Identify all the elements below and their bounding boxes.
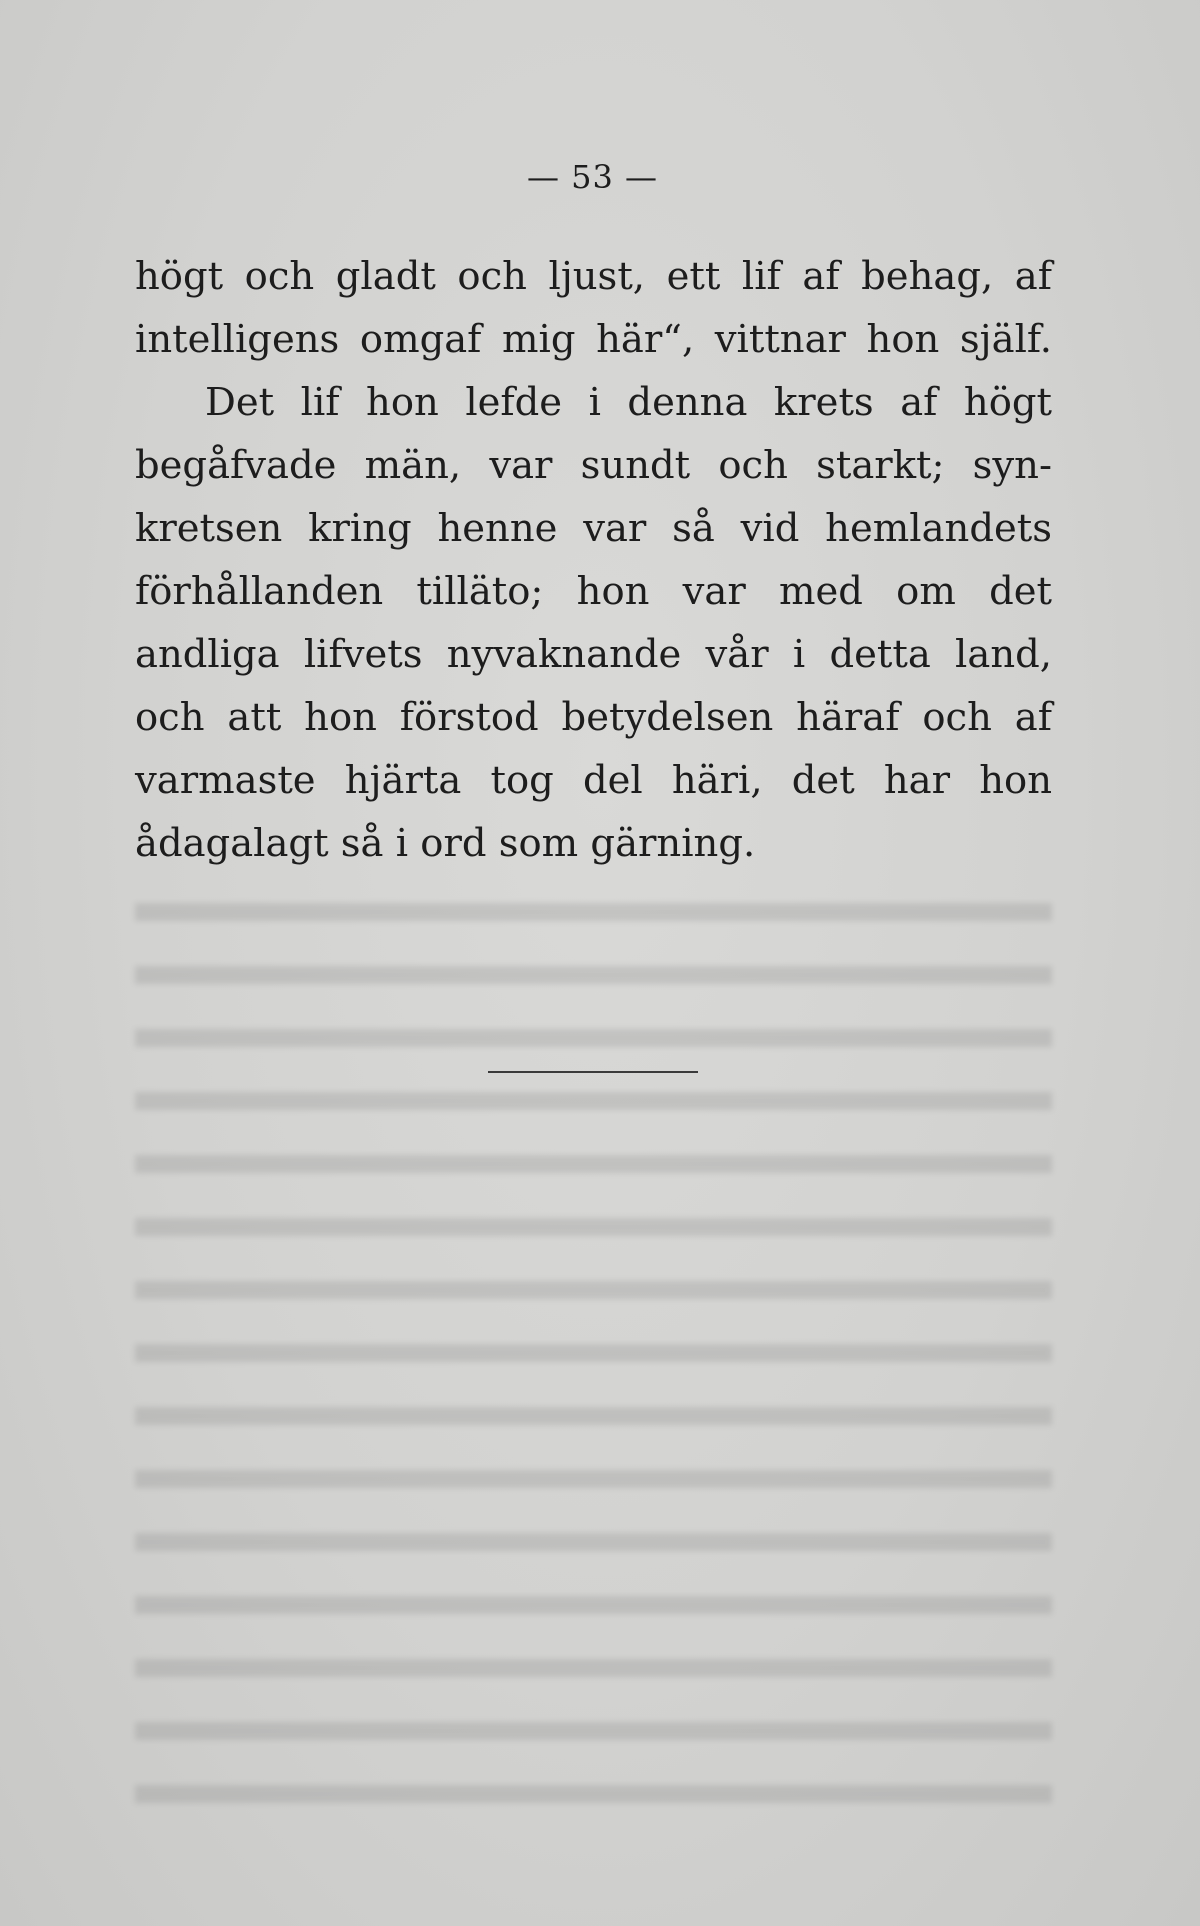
- text-line: varmaste hjärta tog del häri, det har hon: [135, 758, 1052, 803]
- text-line: intelligens omgaf mig här“, vittnar hon själf.: [135, 317, 1052, 362]
- page-number: — 53 —: [526, 158, 659, 196]
- section-divider: [488, 1071, 698, 1073]
- text-line: kretsen kring henne var så vid hemlandets: [135, 506, 1052, 551]
- text-line: andliga lifvets nyvaknande vår i detta land,: [135, 632, 1052, 677]
- body-text: [135, 245, 1052, 875]
- text-line: begåfvade män, var sundt och starkt; syn-: [135, 443, 1052, 488]
- text-line: förhållanden tilläto; hon var med om det: [135, 569, 1052, 614]
- paragraph-end-line: ådagalagt så i ord som gärning.: [135, 821, 756, 866]
- text-line: och att hon förstod betydelsen häraf och af: [135, 695, 1052, 740]
- text-line: högt och gladt och ljust, ett lif af behag, af: [135, 254, 1052, 299]
- paragraph-start-line: Det lif hon lefde i denna krets af högt: [205, 380, 1052, 425]
- bleed-through-shadow: [135, 885, 1052, 1805]
